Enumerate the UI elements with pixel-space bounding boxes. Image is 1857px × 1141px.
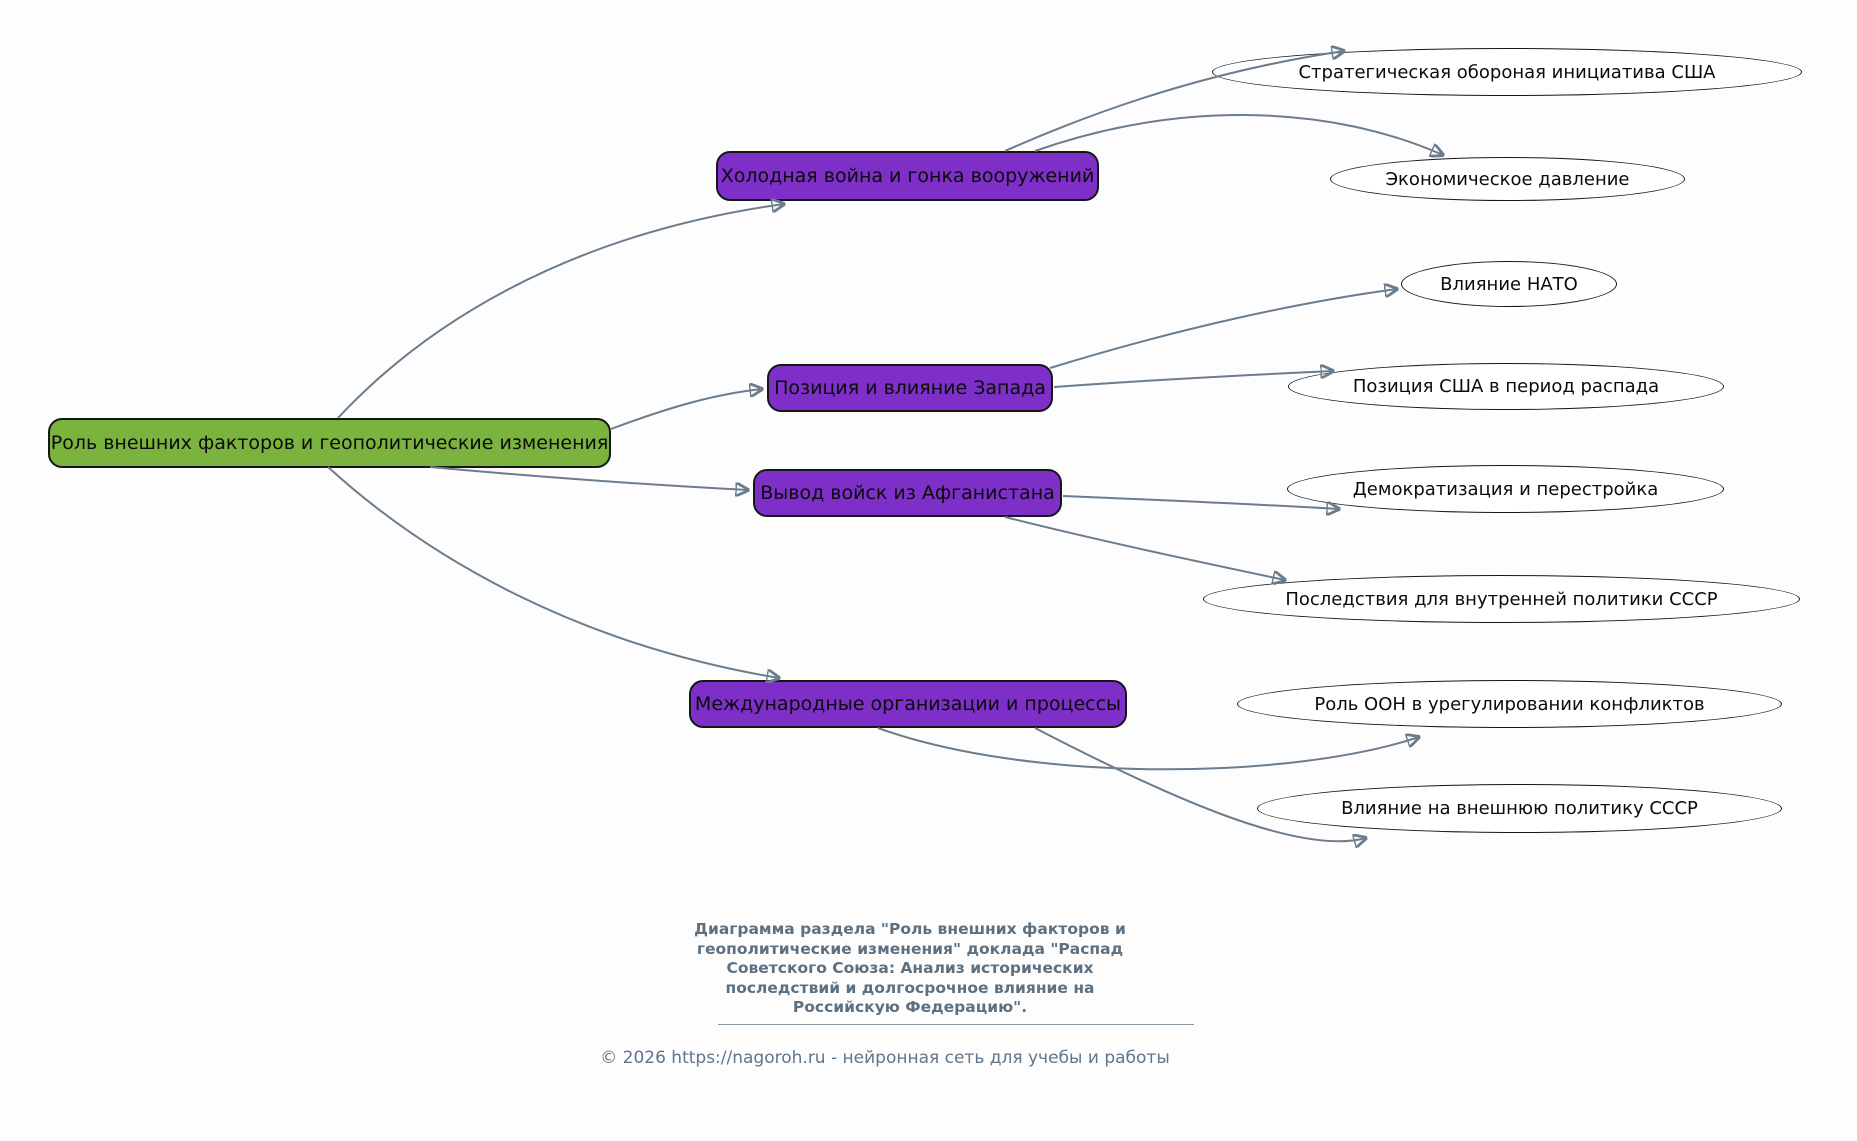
leaf-node-un-conflict-role [1237,680,1782,728]
leaf-node-label: Роль ООН в урегулировании конфликтов [1314,693,1705,715]
leaf-node-label: Демократизация и перестройка [1352,478,1659,500]
branch-node-cold-war [716,151,1099,201]
leaf-node-ussr-internal-policy [1203,575,1800,623]
edge-cold-war-to-economic-pressure [1035,115,1443,155]
leaf-node-ussr-foreign-policy [1257,784,1782,833]
edge-afghanistan-to-democratization [1063,496,1339,509]
leaf-node-label: Последствия для внутренней политики СССР [1285,588,1718,610]
leaf-node-label: Влияние на внешнюю политику СССР [1341,798,1698,819]
leaf-node-sdi-usa [1212,48,1802,96]
edge-orgs-to-foreign-policy [1035,728,1366,841]
caption-line: геополитические изменения" доклада "Распад [696,939,1124,958]
branch-node-label: Позиция и влияние Запада [774,377,1046,399]
caption-line: Российскую Федерацию". [792,998,1028,1016]
footer-divider [718,1024,1194,1025]
edge-root-to-international-orgs [328,467,779,678]
diagram-caption [600,920,1220,1018]
edge-root-to-cold-war [338,204,784,418]
leaf-node-usa-position-collapse [1288,363,1724,410]
branch-node-west-position [767,364,1053,412]
branch-node-label: Вывод войск из Афганистана [760,482,1055,504]
edge-west-to-nato [1050,289,1397,368]
root-node-external-factors [48,418,611,468]
branch-node-label: Международные организации и процессы [694,693,1122,715]
leaf-node-economic-pressure [1330,157,1685,201]
caption-line: последствий и долгосрочное влияние на [725,978,1095,997]
branch-node-international-orgs [689,680,1127,728]
leaf-node-nato-influence [1401,261,1617,307]
branch-node-label: Холодная война и гонка вооружений [720,165,1095,187]
edge-orgs-to-un-role [878,728,1419,769]
edge-root-to-west-position [611,389,762,429]
edge-root-to-afghanistan [430,467,748,490]
caption-line: Диаграмма раздела "Роль внешних факторов и [694,920,1126,938]
caption-line: Советского Союза: Анализ исторических [726,959,1094,977]
copyright-text: © 2026 https://nagoroh.ru - нейронная сеть для учебы и работы [600,1048,1170,1068]
leaf-node-label: Влияние НАТО [1440,273,1578,295]
root-node-label: Роль внешних факторов и геополитические изменения [50,432,609,454]
leaf-node-label: Стратегическая обороная инициатива США [1298,61,1716,83]
branch-node-afghanistan-withdrawal [753,469,1062,517]
leaf-node-democratization-perestroika [1287,465,1724,513]
leaf-node-label: Позиция США в период распада [1352,376,1660,397]
leaf-node-label: Экономическое давление [1385,168,1630,190]
edge-afghanistan-to-ussr-policy [1005,517,1285,580]
